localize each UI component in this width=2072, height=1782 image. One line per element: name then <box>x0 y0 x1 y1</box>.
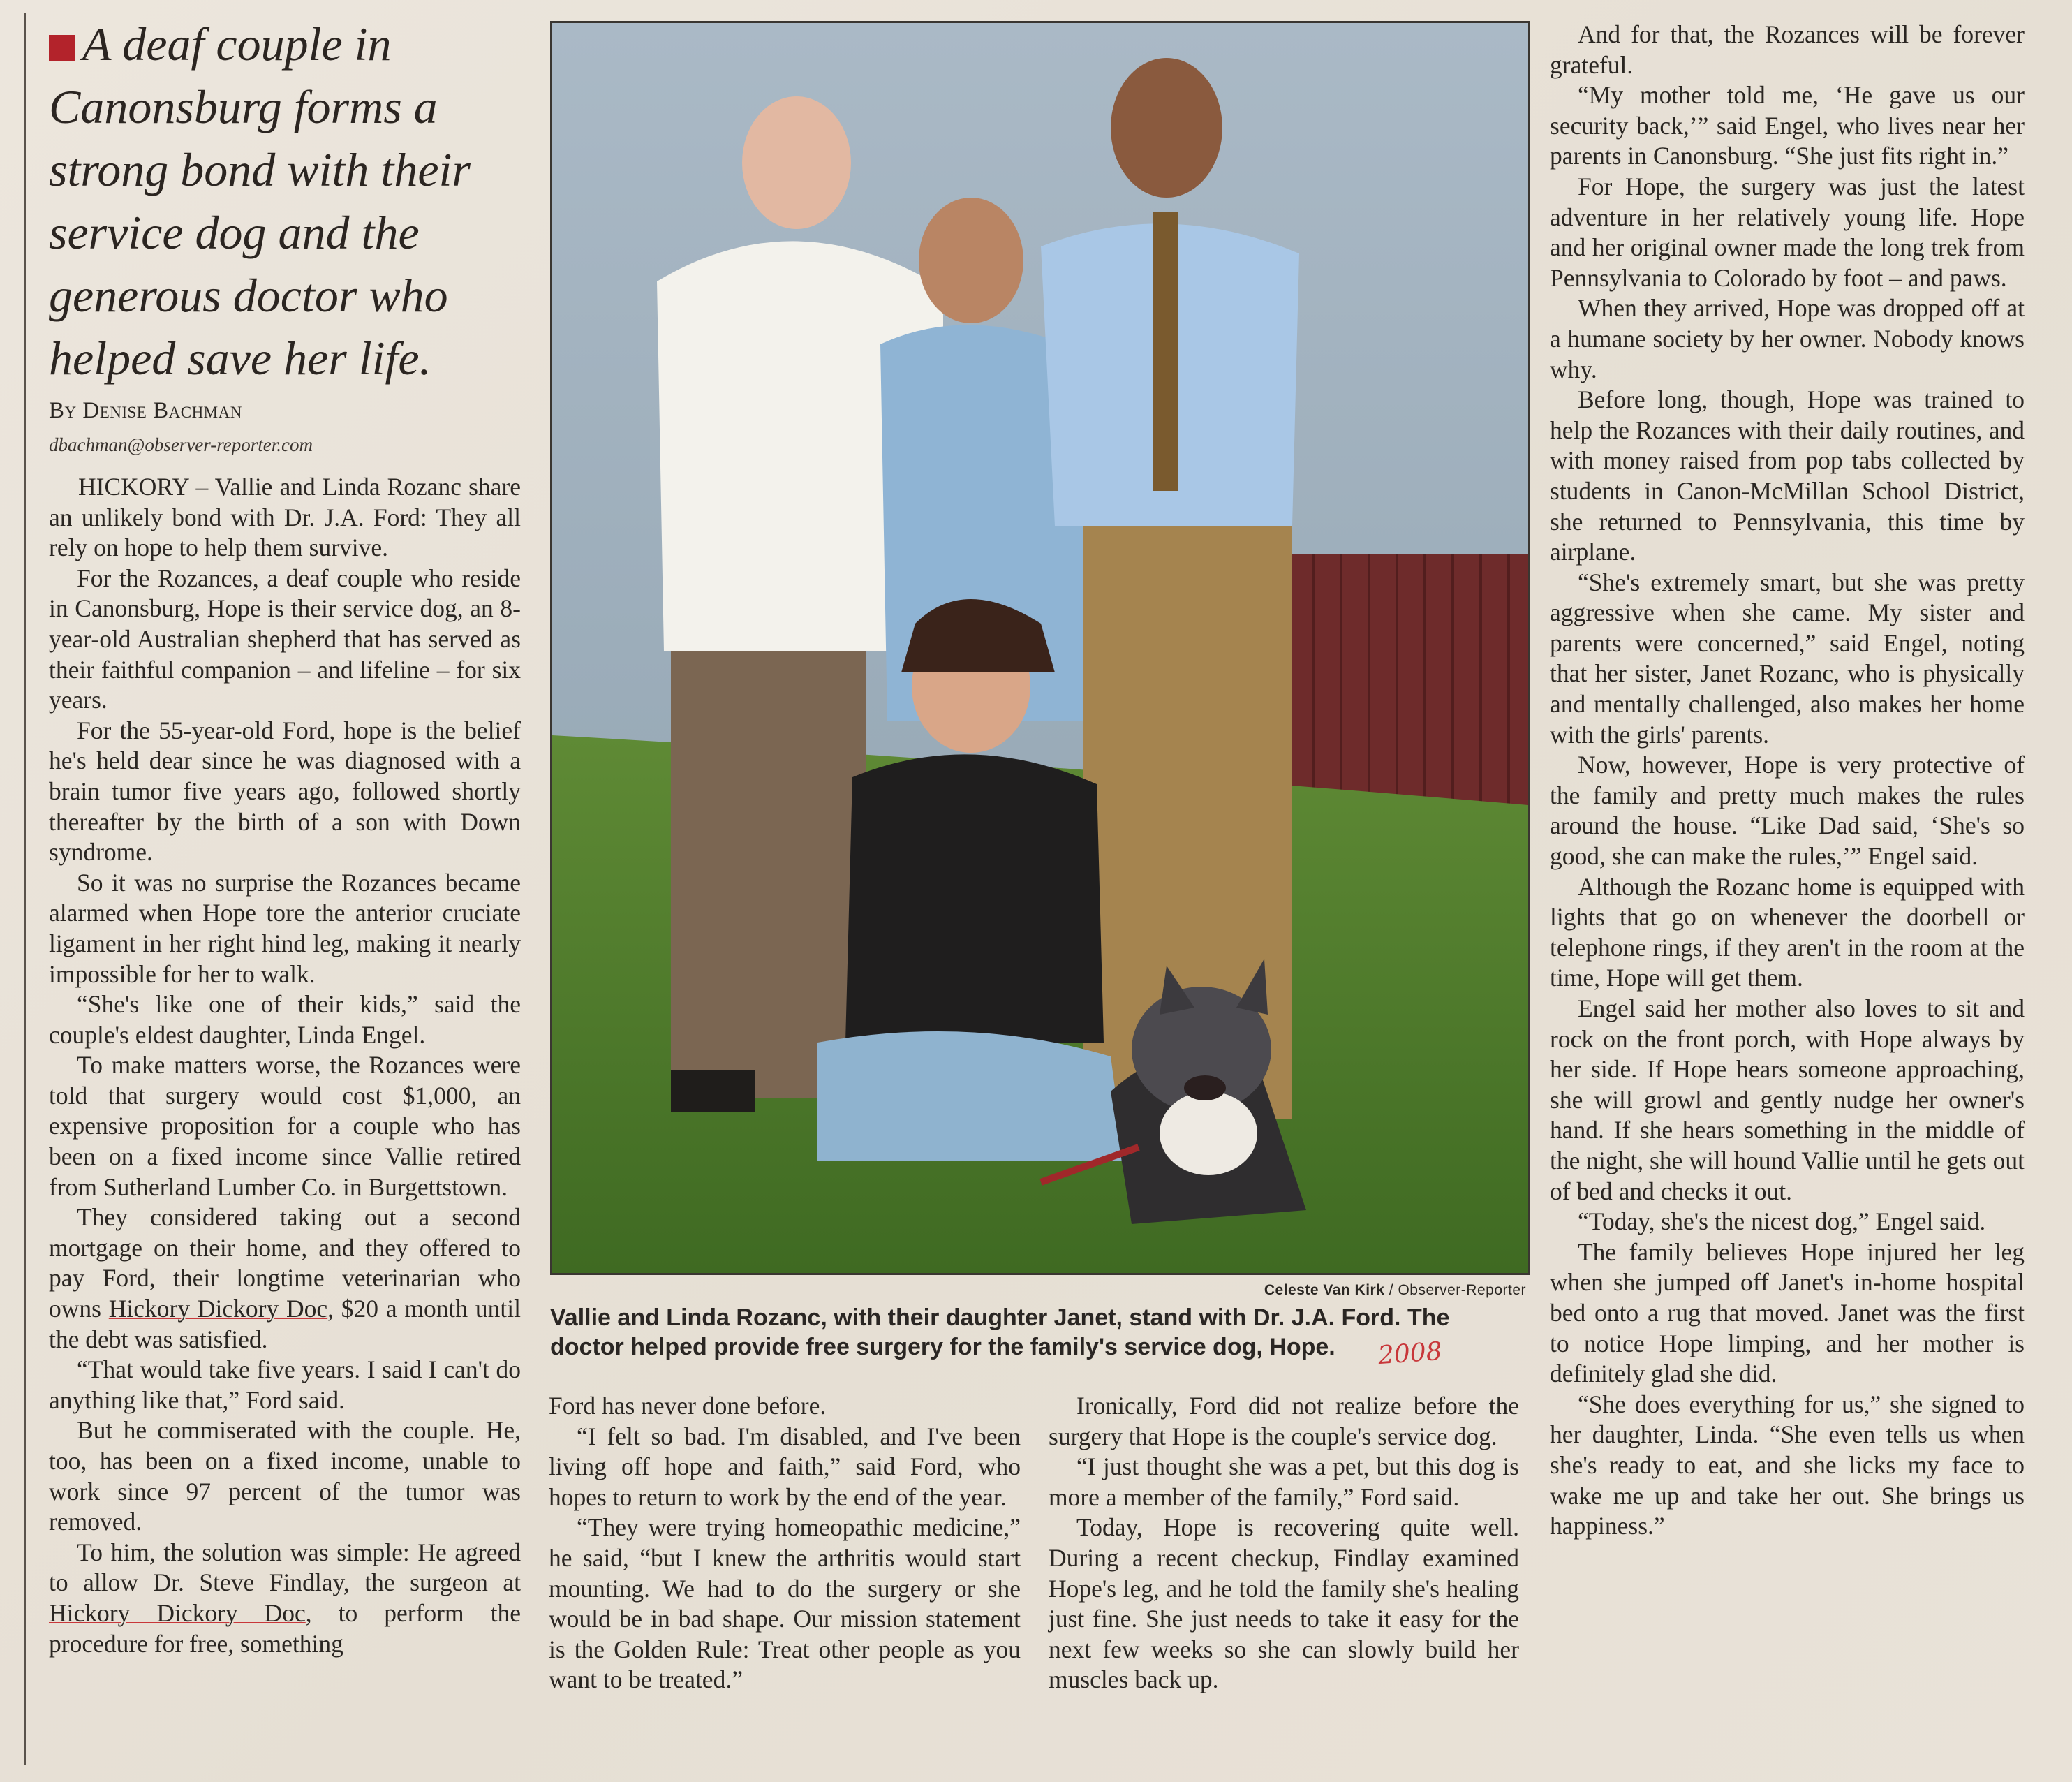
paragraph-text: To him, the solution was simple: He agreed to allow Dr. Steve Findlay, the surgeon at <box>49 1538 521 1597</box>
paragraph: To make matters worse, the Rozances were told that surgery would cost $1,000, an expensive proposition for a couple who has been on a fixed income since Vallie retired from Sutherland Lumber Co. in Burgettstown. <box>49 1051 521 1201</box>
article-column-3 <box>1049 1391 1519 1695</box>
paragraph: Now, however, Hope is very protective of the family and pretty much makes the rules around the house. “Like Dad said, ‘She's so good, she can make the rules,’” Engel said. <box>1550 751 2025 871</box>
photographer-name: Celeste Van Kirk <box>1264 1282 1385 1298</box>
author-email: dbachman@observer-reporter.com <box>49 434 313 455</box>
paragraph: So it was no surprise the Rozances became alarmed when Hope tore the anterior cruciate ligament in her right hind leg, making it nearly impossible for her to walk. <box>49 868 521 988</box>
photo-credit: Celeste Van Kirk / Observer-Reporter <box>1264 1282 1526 1298</box>
paragraph: “She does everything for us,” she signed to her daughter, Linda. “She even tells us when she's ready to eat, and she licks my face to wake me up and take her out. She brings us happiness.” <box>1550 1390 2025 1540</box>
paragraph-text: , to perform the procedure for free, something <box>49 1598 521 1658</box>
paragraph: “They were trying homeopathic medicine,” he said, “but I knew the arthritis would start mounting. We had to do the surgery or she would be in bad shape. Our mission statement is the Golden Rule: Treat other people as you want to be treated.” <box>549 1513 1021 1694</box>
paragraph <box>49 1538 521 1659</box>
headline <box>49 13 531 390</box>
column-rule <box>24 13 26 1765</box>
paragraph: Engel said her mother also loves to sit and rock on the front porch, with Hope always by her side. If Hope hears someone approaching, she will growl and gently nudge her owner's hand. If she hears something in the middle of the night, she will hound Vallie until he gets out of bed and checks it out. <box>1550 994 2025 1205</box>
headline-text: A deaf couple in Canonsburg forms a strong bond with their service dog and the generous doctor who helped save her life. <box>49 17 471 385</box>
photo-credit-org: Observer-Reporter <box>1398 1282 1526 1298</box>
paragraph: HICKORY – Vallie and Linda Rozanc share an unlikely bond with Dr. J.A. Ford: They all rely on hope to help them survive. <box>49 473 521 562</box>
paragraph: “My mother told me, ‘He gave us our security back,’” said Engel, who lives near her parents in Canonsburg. “She just fits right in.” <box>1550 81 2025 170</box>
paragraph: “She's extremely smart, but she was pretty aggressive when she came. My sister and parents were concerned,” said Engel, noting that her sister, Janet Rozanc, who is physically and mentally challenged, also makes her home with the girls' parents. <box>1550 568 2025 749</box>
paragraph: When they arrived, Hope was dropped off at a humane society by her owner. Nobody knows why. <box>1550 294 2025 383</box>
paragraph: For the 55-year-old Ford, hope is the belief he's held dear since he was diagnosed with a brain tumor five years ago, followed shortly thereafter by the birth of a son with Down syndrome. <box>49 716 521 867</box>
paragraph: And for that, the Rozances will be forever grateful. <box>1550 20 2025 79</box>
underlined-business-name: Hickory Dickory Doc <box>49 1598 306 1627</box>
paragraph-text: , $20 a month until the debt was satisfied. <box>49 1295 521 1353</box>
article-column-4 <box>1550 20 2025 1542</box>
paragraph: Before long, though, Hope was trained to help the Rozances with their daily routines, and with money raised from pop tabs collected by students in Canon-McMillan School District, she returned to Pennsylvania, this time by airplane. <box>1550 385 2025 566</box>
paragraph: Although the Rozanc home is equipped with lights that go on whenever the doorbell or telephone rings, if they aren't in the room at the time, Hope will get them. <box>1550 872 2025 992</box>
article-photo <box>550 21 1530 1275</box>
paragraph: For the Rozances, a deaf couple who reside in Canonsburg, Hope is their service dog, an 8-year-old Australian shepherd that has served as their faithful companion – and lifeline – for six years. <box>49 564 521 714</box>
article-column-2 <box>549 1391 1021 1695</box>
red-square-bullet <box>49 35 75 61</box>
family-with-dog-photo <box>552 23 1528 1273</box>
paragraph: Ford has never done before. <box>549 1392 827 1420</box>
underlined-business-name: Hickory Dickory Doc <box>108 1295 328 1323</box>
paragraph: The family believes Hope injured her leg when she jumped off Janet's in-home hospital bed onto a rug that moved. Janet was the first to notice Hope limping, and her mother is definitely glad she did. <box>1550 1237 2025 1388</box>
paragraph: Ironically, Ford did not realize before the surgery that Hope is the couple's service dog. <box>1049 1392 1519 1450</box>
byline: By Denise Bachman <box>49 398 242 423</box>
paragraph: But he commiserated with the couple. He, too, has been on a fixed income, unable to work since 97 percent of the tumor was removed. <box>49 1416 521 1536</box>
paragraph: “She's like one of their kids,” said the couple's eldest daughter, Linda Engel. <box>49 990 521 1049</box>
paragraph: “I just thought she was a pet, but this dog is more a member of the family,” Ford said. <box>1049 1452 1519 1511</box>
paragraph: “I felt so bad. I'm disabled, and I've been living off hope and faith,” said Ford, who hopes to return to work by the end of the year. <box>549 1422 1021 1511</box>
handwritten-year-note: 2008 <box>1377 1336 1443 1371</box>
paragraph: For Hope, the surgery was just the latest adventure in her relatively young life. Hope and her original owner made the long trek from Pennsylvania to Colorado by foot – and paws. <box>1550 172 2025 292</box>
paragraph: “Today, she's the nicest dog,” Engel said. <box>1578 1207 1986 1236</box>
paragraph: Today, Hope is recovering quite well. During a recent checkup, Findlay examined Hope's leg, and he told the family she's healing just fine. She just needs to take it easy for the next few weeks so she can slowly build her muscles back up. <box>1049 1513 1519 1694</box>
photo-caption: Vallie and Linda Rozanc, with their daughter Janet, stand with Dr. J.A. Ford. The doctor helped provide free surgery for the family's service dog, Hope. <box>550 1304 1450 1360</box>
article-column-1 <box>49 472 521 1659</box>
paragraph: “That would take five years. I said I can't do anything like that,” Ford said. <box>49 1355 521 1414</box>
paragraph <box>49 1202 521 1355</box>
paragraph-text: They considered taking out a second mortgage on their home, and they offered to pay Ford, their longtime veterinarian who owns <box>49 1203 521 1323</box>
